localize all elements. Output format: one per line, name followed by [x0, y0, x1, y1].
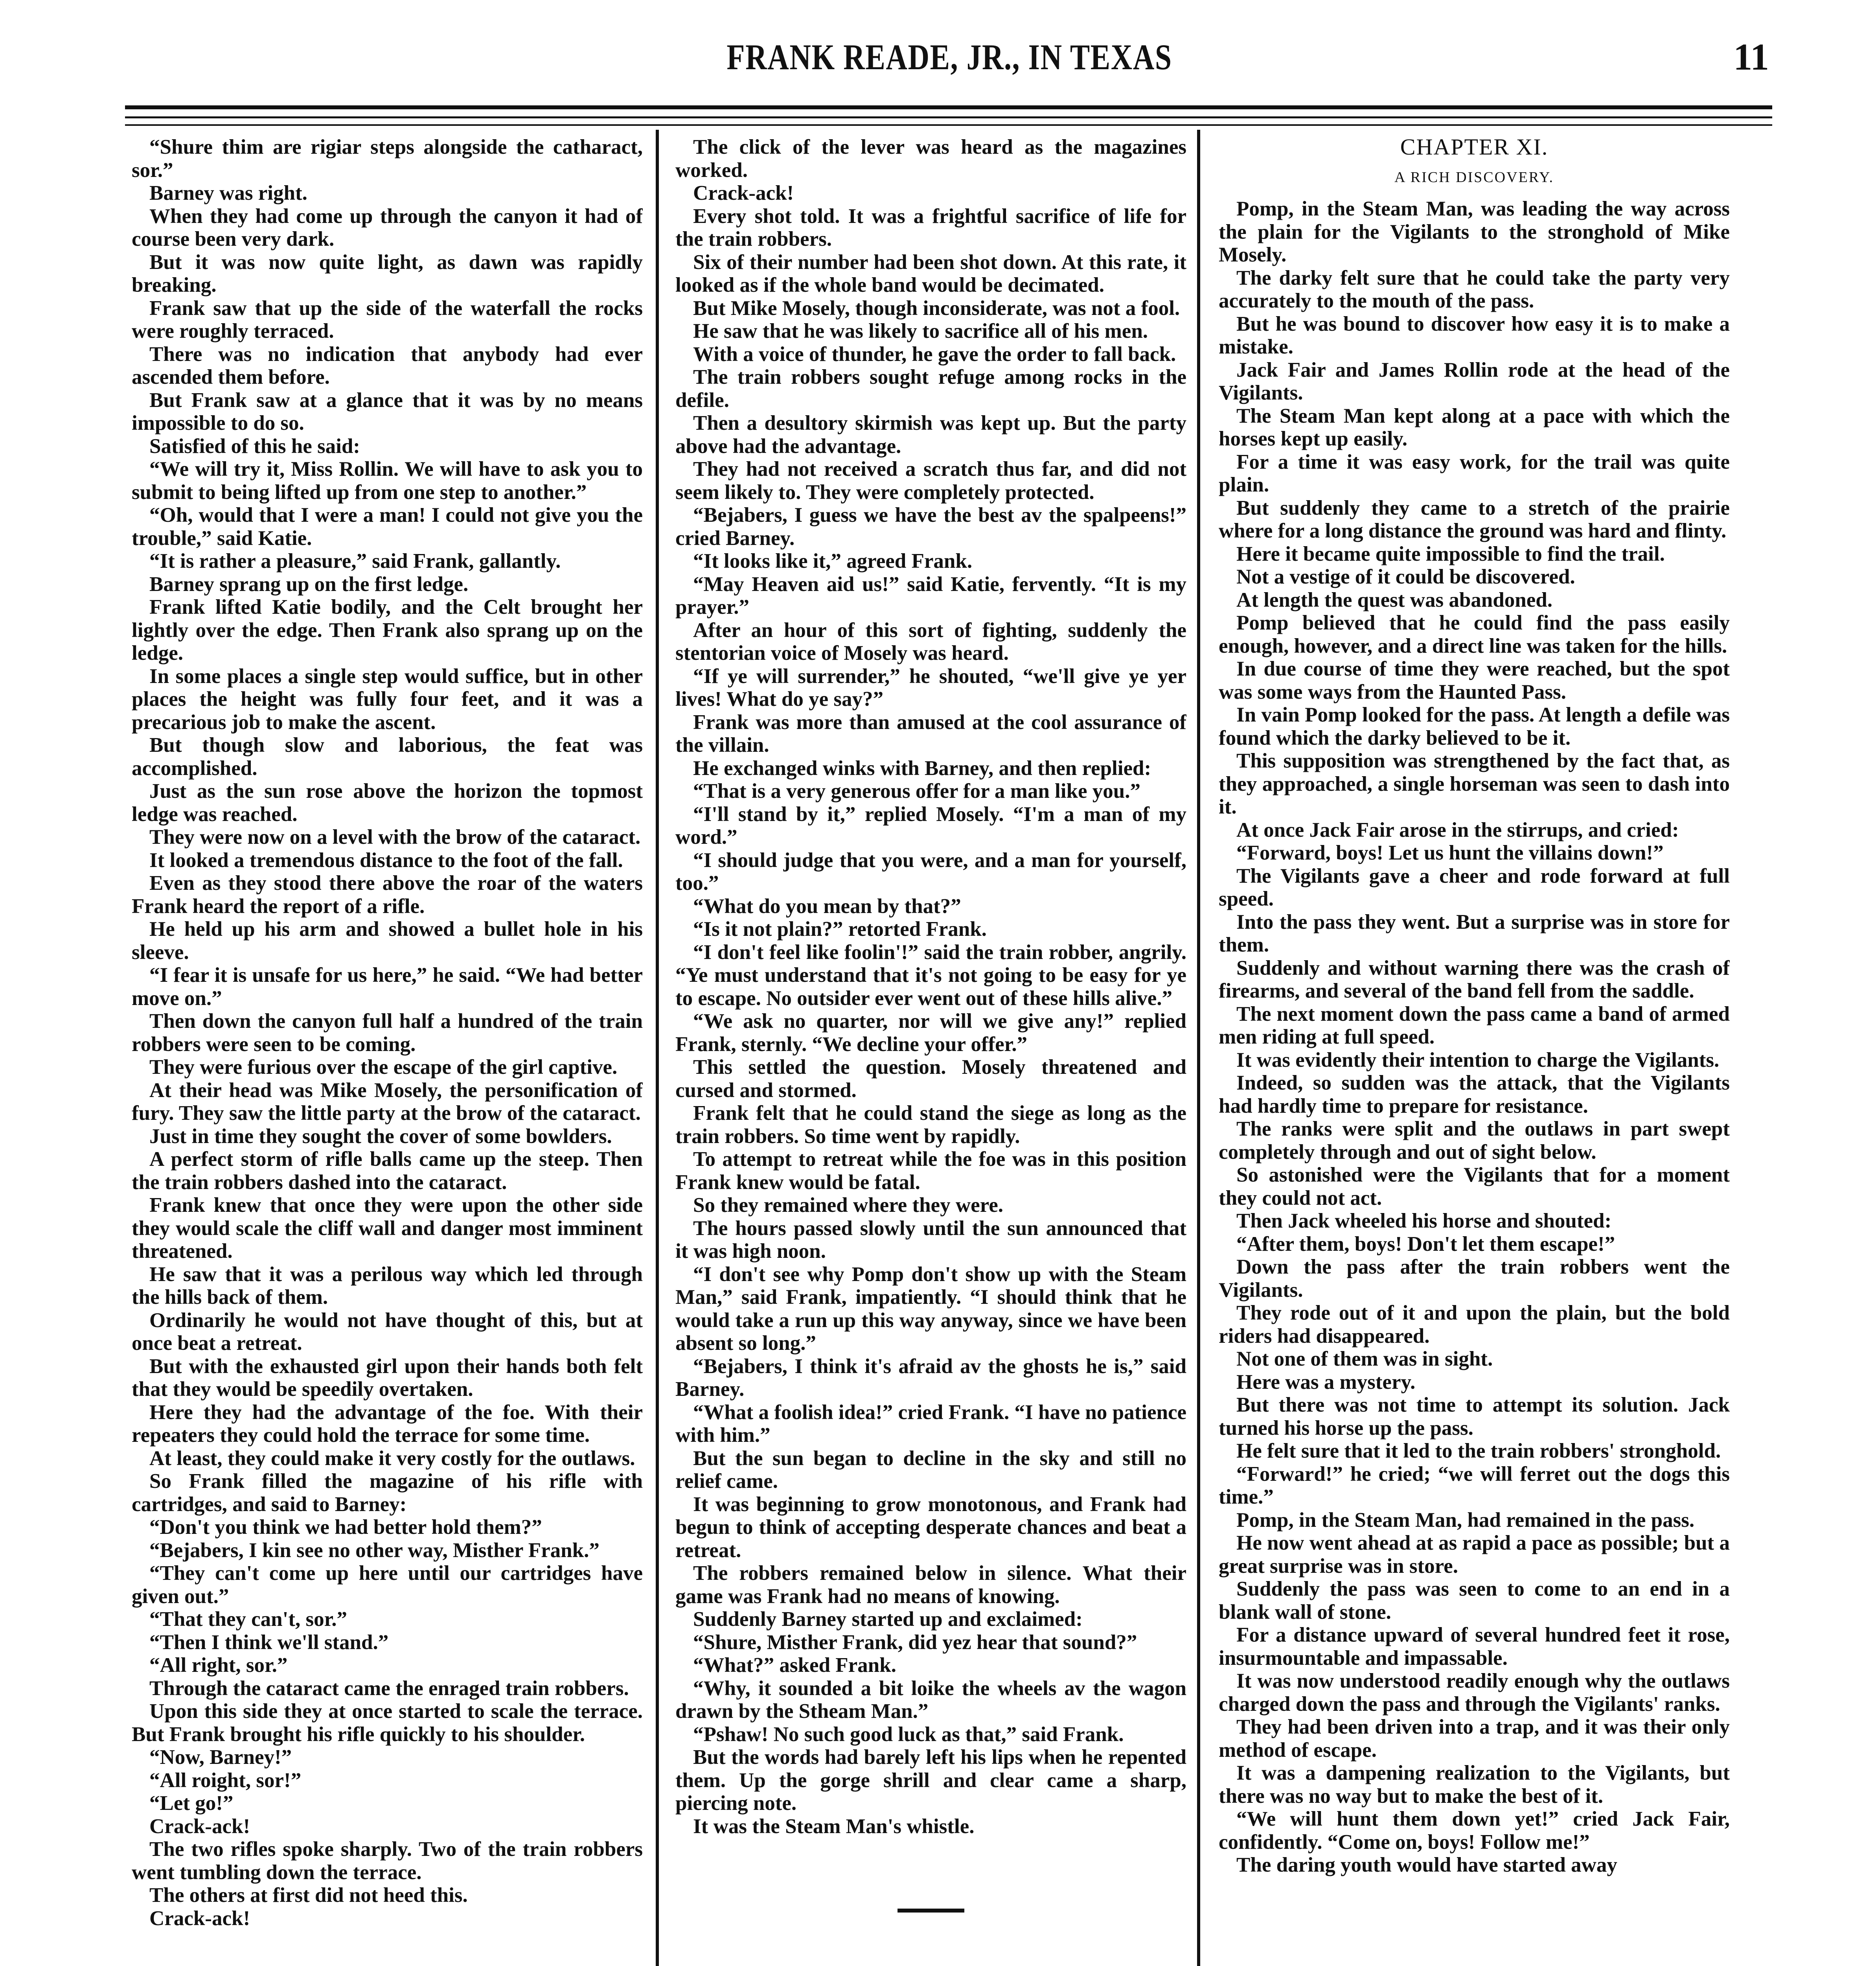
- paragraph: Not one of them was in sight.: [1236, 1347, 1493, 1370]
- paragraph: So they remained where they were.: [693, 1194, 1003, 1217]
- paragraph: Indeed, so sudden was the attack, that the Vigilants had hardly time to prepare for resistance.: [1219, 1071, 1730, 1117]
- paragraph: “I don't feel like foolin'!” said the train robber, angrily. “Ye must understand that it's not going to be easy for ye to escape. No outsider ever went out of these hills alive.”: [675, 941, 1186, 1010]
- paragraph: He now went ahead at as rapid a pace as possible; but a great surprise was in store.: [1219, 1532, 1730, 1578]
- paragraph: They had not received a scratch thus far, and did not seem likely to. They were completely protected.: [675, 458, 1186, 504]
- paragraph: In vain Pomp looked for the pass. At length a defile was found which the darky believed to be it.: [1219, 703, 1730, 749]
- paragraph: Barney was right.: [149, 182, 307, 204]
- paragraph: At once Jack Fair arose in the stirrups, and cried:: [1236, 818, 1679, 841]
- paragraph: “Pshaw! No such good luck as that,” said Frank.: [693, 1723, 1124, 1746]
- running-head: FRANK READE, JR., IN TEXAS: [726, 37, 1172, 77]
- paragraph: It was beginning to grow monotonous, and Frank had begun to think of accepting desperate chances and beat a retreat.: [675, 1493, 1186, 1562]
- paragraph: At length the quest was abandoned.: [1236, 588, 1552, 611]
- paragraph: “Now, Barney!”: [149, 1746, 292, 1769]
- paragraph: “What?” asked Frank.: [693, 1654, 896, 1677]
- paragraph: The Steam Man kept along at a pace with which the horses kept up easily.: [1219, 404, 1730, 450]
- paragraph: This supposition was strengthened by the fact that, as they approached, a single horseman was seen to dash into it.: [1219, 749, 1730, 818]
- paragraph: The ranks were split and the outlaws in part swept completely through and out of sight below.: [1219, 1117, 1730, 1163]
- paragraph: “If ye will surrender,” he shouted, “we'll give ye yer lives! What do ye say?”: [675, 665, 1186, 711]
- paragraph: For a distance upward of several hundred feet it rose, insurmountable and impassable.: [1219, 1624, 1730, 1670]
- paragraph: But the sun began to decline in the sky and still no relief came.: [675, 1447, 1186, 1493]
- paragraph: Satisfied of this he said:: [149, 434, 360, 458]
- column-divider-2: [1197, 130, 1200, 1966]
- paragraph: Even as they stood there above the roar of the waters Frank heard the report of a rifle.: [132, 872, 643, 918]
- paragraph: “All roight, sor!”: [149, 1769, 302, 1792]
- paragraph: A perfect storm of rifle balls came up the steep. Then the train robbers dashed into the cataract.: [132, 1148, 643, 1194]
- column-1: [132, 136, 643, 1966]
- paragraph: “Shure thim are rigiar steps alongside the catharact, sor.”: [132, 136, 643, 182]
- paragraph: He felt sure that it led to the train robbers' stronghold.: [1236, 1440, 1721, 1462]
- paragraph: But though slow and laborious, the feat was accomplished.: [132, 734, 643, 780]
- paragraph: “After them, boys! Don't let them escape!”: [1236, 1232, 1615, 1255]
- paragraph: Through the cataract came the enraged train robbers.: [149, 1677, 629, 1700]
- paragraph: At their head was Mike Mosely, the personification of fury. They saw the little party at the brow of the cataract.: [132, 1079, 643, 1125]
- paragraph: Then a desultory skirmish was kept up. But the party above had the advantage.: [675, 412, 1186, 458]
- paragraph: They were furious over the escape of the girl captive.: [149, 1056, 618, 1079]
- paragraph: Here they had the advantage of the foe. With their repeaters they could hold the terrace for some time.: [132, 1401, 643, 1447]
- paragraph: Here it became quite impossible to find the trail.: [1236, 542, 1665, 565]
- paragraph: Jack Fair and James Rollin rode at the head of the Vigilants.: [1219, 358, 1730, 404]
- header-rule-thin: [125, 116, 1772, 118]
- paragraph: So Frank filled the magazine of his rifle with cartridges, and said to Barney:: [132, 1470, 643, 1516]
- paragraph: But it was now quite light, as dawn was rapidly breaking.: [132, 250, 643, 296]
- paragraph: Six of their number had been shot down. At this rate, it looked as if the whole band would be decimated.: [675, 250, 1186, 296]
- paragraph: This settled the question. Mosely threatened and cursed and stormed.: [675, 1056, 1186, 1102]
- paragraph: Upon this side they at once started to scale the terrace. But Frank brought his rifle quickly to his shoulder.: [132, 1700, 643, 1746]
- paragraph: The robbers remained below in silence. What their game was Frank had no means of knowing.: [675, 1562, 1186, 1608]
- paragraph: The click of the lever was heard as the magazines worked.: [675, 136, 1186, 182]
- column-divider-1: [656, 130, 659, 1966]
- paragraph: They were now on a level with the brow of the cataract.: [149, 826, 641, 849]
- paragraph: In some places a single step would suffice, but in other places the height was fully four feet, and it was a precarious job to make the ascent.: [132, 665, 643, 734]
- paragraph: But with the exhausted girl upon their hands both felt that they would be speedily overtaken.: [132, 1355, 643, 1401]
- paragraph: It was evidently their intention to charge the Vigilants.: [1236, 1048, 1720, 1071]
- paragraph: Then Jack wheeled his horse and shouted:: [1236, 1209, 1612, 1232]
- paragraph: Just as the sun rose above the horizon the topmost ledge was reached.: [132, 780, 643, 826]
- paragraph: Suddenly and without warning there was the crash of firearms, and several of the band fell from the saddle.: [1219, 956, 1730, 1002]
- paragraph: When they had come up through the canyon it had of course been very dark.: [132, 204, 643, 250]
- paragraph: But he was bound to discover how easy it is to make a mistake.: [1219, 312, 1730, 358]
- paragraph: He held up his arm and showed a bullet hole in his sleeve.: [132, 918, 643, 964]
- paragraph: Down the pass after the train robbers went the Vigilants.: [1219, 1255, 1730, 1301]
- paragraph: The train robbers sought refuge among rocks in the defile.: [675, 366, 1186, 412]
- paragraph: To attempt to retreat while the foe was in this position Frank knew would be fatal.: [675, 1148, 1186, 1194]
- paragraph: But the words had barely left his lips when he repented them. Up the gorge shrill and clear came a sharp, piercing note.: [675, 1746, 1186, 1815]
- paragraph: Suddenly Barney started up and exclaimed:: [693, 1608, 1083, 1631]
- paragraph: “Is it not plain?” retorted Frank.: [693, 918, 987, 941]
- paragraph: Frank saw that up the side of the waterfall the rocks were roughly terraced.: [132, 296, 643, 342]
- paragraph: But suddenly they came to a stretch of the prairie where for a long distance the ground was hard and flinty.: [1219, 496, 1730, 542]
- paragraph: Crack-ack!: [149, 1815, 250, 1838]
- paragraph: The Vigilants gave a cheer and rode forward at full speed.: [1219, 864, 1730, 910]
- paragraph: It was a dampening realization to the Vigilants, but there was no way but to make the best of it.: [1219, 1762, 1730, 1808]
- paragraph: The darky felt sure that he could take the party very accurately to the mouth of the pass.: [1219, 266, 1730, 312]
- paragraph: “I fear it is unsafe for us here,” he said. “We had better move on.”: [132, 964, 643, 1010]
- paragraph: Then down the canyon full half a hundred of the train robbers were seen to be coming.: [132, 1010, 643, 1056]
- paragraph: The hours passed slowly until the sun announced that it was high noon.: [675, 1217, 1186, 1263]
- paragraph: Crack-ack!: [693, 182, 794, 204]
- paragraph: It looked a tremendous distance to the foot of the fall.: [149, 849, 623, 872]
- paragraph: “Forward!” he cried; “we will ferret out the dogs this time.”: [1219, 1462, 1730, 1508]
- paragraph: “They can't come up here until our cartridges have given out.”: [132, 1562, 643, 1608]
- paragraph: Barney sprang up on the first ledge.: [149, 572, 469, 596]
- paragraph: “What a foolish idea!” cried Frank. “I have no patience with him.”: [675, 1401, 1186, 1447]
- paragraph: “We will hunt them down yet!” cried Jack Fair, confidently. “Come on, boys! Follow me!”: [1219, 1808, 1730, 1854]
- paragraph: But Frank saw at a glance that it was by no means impossible to do so.: [132, 388, 643, 434]
- page-header: [130, 28, 1769, 87]
- paragraph: “Forward, boys! Let us hunt the villains down!”: [1236, 841, 1664, 864]
- paragraph: “Bejabers, I guess we have the best av the spalpeens!” cried Barney.: [675, 504, 1186, 550]
- paragraph: The daring youth would have started away: [1236, 1854, 1617, 1876]
- paragraph: There was no indication that anybody had ever ascended them before.: [132, 342, 643, 388]
- paragraph: Crack-ack!: [149, 1907, 250, 1930]
- paragraph: Ordinarily he would not have thought of this, but at once beat a retreat.: [132, 1309, 643, 1355]
- paragraph: For a time it was easy work, for the trail was quite plain.: [1219, 450, 1730, 496]
- paragraph: “Bejabers, I kin see no other way, Misther Frank.”: [149, 1539, 600, 1562]
- paragraph: They rode out of it and upon the plain, but the bold riders had disappeared.: [1219, 1301, 1730, 1347]
- paragraph: “All right, sor.”: [149, 1654, 288, 1677]
- paragraph: Suddenly the pass was seen to come to an end in a blank wall of stone.: [1219, 1578, 1730, 1624]
- paragraph: It was the Steam Man's whistle.: [693, 1815, 975, 1838]
- paragraph: “Oh, would that I were a man! I could not give you the trouble,” said Katie.: [132, 504, 643, 550]
- paragraph: “We ask no quarter, nor will we give any!” replied Frank, sternly. “We decline your offer.”: [675, 1010, 1186, 1056]
- paragraph: Every shot told. It was a frightful sacrifice of life for the train robbers.: [675, 204, 1186, 250]
- paragraph: But there was not time to attempt its solution. Jack turned his horse up the pass.: [1219, 1394, 1730, 1440]
- paragraph: “Why, it sounded a bit loike the wheels av the wagon drawn by the Stheam Man.”: [675, 1677, 1186, 1723]
- paragraph: Here was a mystery.: [1236, 1370, 1416, 1394]
- column-3: [1219, 136, 1730, 1966]
- paragraph: The next moment down the pass came a band of armed men riding at full speed.: [1219, 1002, 1730, 1048]
- section-end-rule: [898, 1909, 964, 1913]
- paragraph: “I should judge that you were, and a man for yourself, too.”: [675, 849, 1186, 895]
- paragraph: “Don't you think we had better hold them?”: [149, 1516, 542, 1539]
- paragraph: Frank felt that he could stand the siege as long as the train robbers. So time went by rapidly.: [675, 1102, 1186, 1148]
- paragraph: It was now understood readily enough why the outlaws charged down the pass and through the Vigilants' ranks.: [1219, 1670, 1730, 1716]
- paragraph: “Let go!”: [149, 1792, 234, 1815]
- paragraph: Pomp, in the Steam Man, had remained in the pass.: [1236, 1508, 1695, 1532]
- paragraph: Frank knew that once they were upon the other side they would scale the cliff wall and danger most imminent threatened.: [132, 1194, 643, 1263]
- paragraph: “We will try it, Miss Rollin. We will have to ask you to submit to being lifted up from one step to another.”: [132, 458, 643, 504]
- paragraph: Just in time they sought the cover of some bowlders.: [149, 1125, 612, 1148]
- paragraph: He saw that it was a perilous way which led through the hills back of them.: [132, 1263, 643, 1309]
- paragraph: “I don't see why Pomp don't show up with the Steam Man,” said Frank, impatiently. “I should think that he would take a run up this way anyway, since we have been absent so long.”: [675, 1263, 1186, 1355]
- paragraph: Into the pass they went. But a surprise was in store for them.: [1219, 910, 1730, 956]
- paragraph: “What do you mean by that?”: [693, 895, 961, 918]
- paragraph: They had been driven into a trap, and it was their only method of escape.: [1219, 1716, 1730, 1762]
- paragraph: So astonished were the Vigilants that for a moment they could not act.: [1219, 1163, 1730, 1209]
- paragraph: In due course of time they were reached, but the spot was some ways from the Haunted Pass.: [1219, 657, 1730, 703]
- paragraph: The two rifles spoke sharply. Two of the train robbers went tumbling down the terrace.: [132, 1838, 643, 1884]
- paragraph: The others at first did not heed this.: [149, 1884, 468, 1907]
- column-2: [675, 136, 1186, 1966]
- paragraph: “Then I think we'll stand.”: [149, 1631, 389, 1654]
- paragraph: Pomp believed that he could find the pass easily enough, however, and a direct line was taken for the hills.: [1219, 611, 1730, 657]
- paragraph: “That is a very generous offer for a man like you.”: [693, 780, 1140, 803]
- paragraph: Frank was more than amused at the cool assurance of the villain.: [675, 711, 1186, 757]
- page-number: 11: [1733, 36, 1769, 78]
- paragraph: But Mike Mosely, though inconsiderate, was not a fool.: [693, 296, 1180, 320]
- paragraph: “Shure, Misther Frank, did yez hear that sound?”: [693, 1631, 1137, 1654]
- paragraph: Pomp, in the Steam Man, was leading the way across the plain for the Vigilants to the stronghold of Mike Mosely.: [1219, 197, 1730, 266]
- paragraph: “It is rather a pleasure,” said Frank, gallantly.: [149, 550, 561, 572]
- paragraph: “I'll stand by it,” replied Mosely. “I'm a man of my word.”: [675, 803, 1186, 849]
- paragraph: Not a vestige of it could be discovered.: [1236, 565, 1575, 588]
- paragraph: With a voice of thunder, he gave the order to fall back.: [693, 342, 1176, 366]
- paragraph: After an hour of this sort of fighting, suddenly the stentorian voice of Mosely was heard.: [675, 619, 1186, 665]
- paragraph: He exchanged winks with Barney, and then replied:: [693, 757, 1151, 780]
- paragraph: He saw that he was likely to sacrifice all of his men.: [693, 320, 1148, 342]
- paragraph: “It looks like it,” agreed Frank.: [693, 550, 973, 572]
- column-3-body: [1219, 197, 1730, 1877]
- paragraph: “May Heaven aid us!” said Katie, fervently. “It is my prayer.”: [675, 572, 1186, 619]
- chapter-title: CHAPTER XI.: [1400, 136, 1549, 160]
- paragraph: At least, they could make it very costly for the outlaws.: [149, 1447, 635, 1470]
- paragraph: Frank lifted Katie bodily, and the Celt brought her lightly over the edge. Then Frank also sprang up on the ledge.: [132, 596, 643, 665]
- chapter-subtitle: A RICH DISCOVERY.: [1394, 169, 1554, 186]
- paragraph: “That they can't, sor.”: [149, 1608, 348, 1631]
- paragraph: “Bejabers, I think it's afraid av the ghosts he is,” said Barney.: [675, 1355, 1186, 1401]
- header-rule-thick: [125, 105, 1772, 109]
- header-rule-thin-2: [125, 124, 1772, 126]
